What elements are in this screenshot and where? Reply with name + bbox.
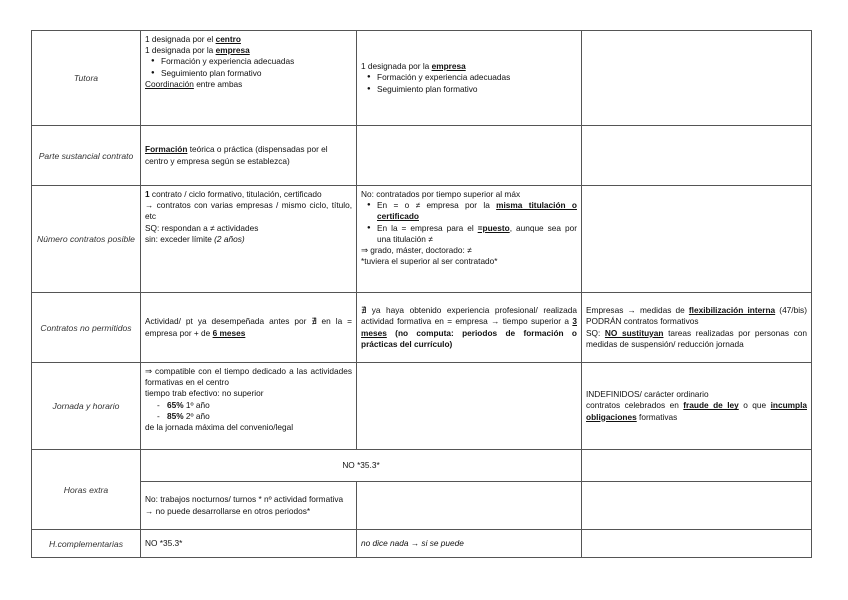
text: teórica o práctica (dispensadas por el centro y empresa según se establezca) [145, 144, 328, 166]
table-row [32, 31, 812, 126]
text: empresa [431, 61, 466, 72]
text: *tuviera el superior al ser contratado* [361, 256, 498, 267]
text: centro [215, 34, 241, 44]
text: de la jornada máxima del convenio/legal [145, 422, 294, 433]
row-label-hcomp: H.complementarias [32, 530, 141, 558]
table-row [32, 450, 812, 482]
text: (no computa: periodos de formación o prácticas del currículo) [361, 327, 577, 349]
parte-col2 [357, 126, 582, 186]
text: flexibilización interna [688, 305, 776, 316]
text: formativas [636, 411, 678, 422]
text: NO sustituyan [604, 327, 664, 338]
text: sin: exceder límite [145, 233, 215, 244]
text: fraude de ley [683, 400, 739, 411]
numero-col2 [357, 186, 582, 293]
hcomp-col3 [582, 530, 812, 558]
table-row [32, 530, 812, 558]
text: 1 designada por la [361, 61, 432, 72]
comparison-table [31, 30, 812, 558]
table-row [32, 363, 812, 450]
text: 65% [167, 399, 184, 410]
contratos-col3 [582, 293, 812, 363]
table-row [32, 126, 812, 186]
row-label-tutora: Tutora [32, 31, 141, 126]
text: No: contratados por tiempo superior al máx [361, 189, 521, 199]
text: 1 designada por la [145, 45, 216, 56]
text: misma titulación o certificado [377, 200, 577, 222]
text: 1 designada por el [145, 34, 216, 44]
dash-item [145, 400, 352, 411]
tutora-col2 [357, 31, 582, 126]
text: (2 años) [214, 233, 245, 244]
bullet-item [361, 223, 577, 245]
text: → contratos con varias empresas / mismo ciclo, título, etc [145, 200, 352, 222]
numero-col1 [141, 186, 357, 293]
horas-col3a [582, 450, 812, 482]
parte-col3 [582, 126, 812, 186]
text: 1 [145, 189, 150, 199]
text: SQ: respondan a ≠ actividades [145, 222, 259, 233]
table-row [32, 293, 812, 363]
bullet-item [361, 200, 577, 222]
text: 6 meses [212, 327, 246, 338]
text: Actividad/ pt ya desempeñada antes por ∄ en la = empresa por + de [145, 316, 352, 338]
tutora-col1 [141, 31, 357, 126]
contratos-col2 [357, 293, 582, 363]
text: contrato / ciclo formativo, titulación, certificado [149, 189, 322, 199]
row-label-parte: Parte sustancial contrato [32, 126, 141, 186]
text: tiempo trab efectivo: no superior [145, 388, 264, 399]
tutora-col3 [582, 31, 812, 126]
table-row [32, 482, 812, 530]
text: 1º año [183, 399, 210, 410]
text: SQ: [586, 327, 605, 338]
text: contratos celebrados en [586, 400, 684, 411]
text: o que [738, 400, 771, 411]
text: INDEFINIDOS/ carácter ordinario [586, 389, 709, 400]
hcomp-col1: NO *35.3* [141, 530, 357, 558]
hcomp-col2: no dice nada → si se puede [357, 530, 582, 558]
jornada-col1 [141, 363, 357, 450]
text: En = o ≠ empresa por la [377, 200, 497, 211]
horas-col2 [357, 482, 582, 530]
bullet-item: ● Seguimiento plan formativo [145, 68, 352, 79]
horas-col3b [582, 482, 812, 530]
dash-item [145, 411, 352, 422]
text: ∄ ya haya obtenido experiencia profesional/ realizada actividad formativa en = empresa → tiempo superior a [361, 305, 577, 327]
text: En la = empresa para el [377, 222, 478, 233]
text: (47/bis) PODRÁN contratos formativos [586, 305, 807, 327]
text: Coordinación [145, 78, 194, 89]
text: empresa [215, 45, 250, 56]
text: 3 meses [361, 316, 577, 338]
text: Empresas → medidas de [586, 305, 689, 316]
text: entre ambas [193, 78, 243, 89]
row-label-jornada: Jornada y horario [32, 363, 141, 450]
text: Formación [145, 144, 188, 155]
row-label-horas: Horas extra [32, 450, 141, 530]
horas-merged: NO *35.3* [141, 450, 582, 482]
bullet-item: ● Formación y experiencia adecuadas [361, 72, 577, 83]
text: , aunque sea por una titulación ≠ [377, 222, 577, 244]
jornada-col3 [582, 363, 812, 450]
text: 2º año [183, 410, 210, 421]
text: ⇒ grado, máster, doctorado: ≠ [361, 245, 472, 256]
bullet-item: ● Formación y experiencia adecuadas [145, 56, 352, 67]
text: 85% [167, 410, 184, 421]
text: tareas realizadas por personas con medidas de suspensión/ reducción jornada [586, 327, 807, 349]
horas-col1: No: trabajos nocturnos/ turnos * nº actividad formativa → no puede desarrollarse en otros periodos* [141, 482, 357, 530]
numero-col3 [582, 186, 812, 293]
jornada-col2 [357, 363, 582, 450]
contratos-col1 [141, 293, 357, 363]
text: ⇒ compatible con el tiempo dedicado a las actividades formativas en el centro [145, 366, 352, 388]
bullet-item: ● Seguimiento plan formativo [361, 84, 577, 95]
parte-col1 [141, 126, 357, 186]
row-label-numero: Número contratos posible [32, 186, 141, 293]
text: incumpla obligaciones [586, 400, 807, 422]
table-row [32, 186, 812, 293]
row-label-contratos: Contratos no permitidos [32, 293, 141, 363]
text: =puesto [477, 222, 510, 233]
